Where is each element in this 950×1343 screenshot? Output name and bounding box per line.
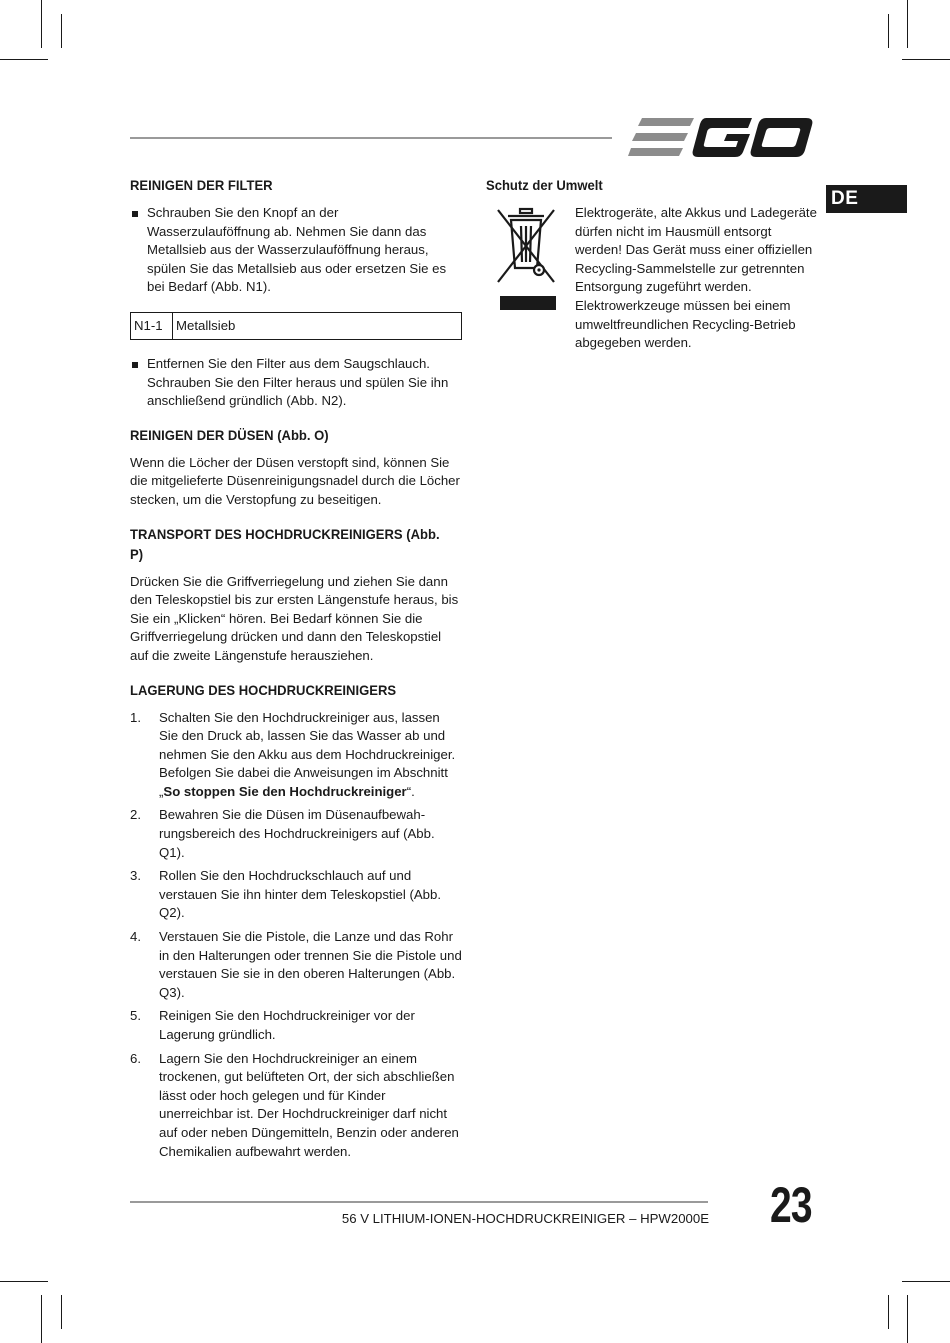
list-item: 3. Rollen Sie den Hochdruckschlauch auf und verstauen Sie ihn hinter dem Teleskopstiel (Abb. Q2). [130,868,441,921]
footer-rule [130,1201,708,1203]
crop-mark [902,1281,950,1282]
filter-heading: REINIGEN DER FILTER [130,178,273,193]
transport-heading: TRANSPORT DES HOCHDRUCKREINIGERS (Abb. P) [130,526,440,562]
environment-heading: Schutz der Umwelt [486,178,603,193]
crop-mark [0,59,48,60]
ego-logo [628,116,814,160]
bullet-square-icon [132,362,138,368]
page-number: 23 [770,1177,812,1233]
storage-section [130,681,462,1162]
footer-product-title: 56 V LITHIUM-IONEN-HOCHDRUCKREINIGER – HPW2000E [341,1211,709,1226]
header-rule [130,137,612,139]
bin-underline-bar [500,296,556,310]
crop-mark [41,1295,42,1343]
storage-heading: LAGERUNG DES HOCHDRUCKREINIGERS [130,682,397,698]
crop-mark [61,1295,62,1329]
bullet-square-icon [132,211,138,217]
crop-mark [907,0,908,48]
right-column [486,176,816,376]
list-item: 1. Schalten Sie den Hochdruckreiniger aus, lassen Sie den Druck ab, lassen Sie das Wasser ab und nehmen Sie den Akku aus dem Hochdruckreiniger. Befolgen Sie dabei die Anweisungen im Abschnitt „So stoppen Sie den Hochdruckreiniger“. [130,709,456,799]
list-item: 2. Bewahren Sie die Düsen im Düsenaufbewah-rungsbereich des Hochdruckreinigers auf (Abb. Q1). [130,807,435,860]
transport-text: Drücken Sie die Griffverriegelung und ziehen Sie dann den Teleskopstiel bis zur ersten Längenstufe heraus, bis Sie ein „Klicken“ hören. Bei Bedarf können Sie die Griffverriegelung drücken und dann den Teleskopstiel auf die zweite Längenstufe herausziehen. [130,573,459,663]
crop-mark [0,1281,48,1282]
nozzles-section [130,426,462,510]
crop-mark [907,1295,908,1343]
filter-bullet-2-text: Entfernen Sie den Filter aus dem Saugschlauch. Schrauben Sie den Filter heraus und spülen Sie ihn anschließend gründlich (Abb. N2). [147,355,449,409]
list-item: 4. Verstauen Sie die Pistole, die Lanze und das Rohr in den Halterungen oder trennen Sie die Pistole und verstauen Sie sie in den oberen Halterungen (Abb. Q3). [130,929,462,1000]
crop-mark [888,14,889,48]
legend-table [130,312,462,340]
crop-mark [61,14,62,48]
filter-bullet-1-text: Schrauben Sie den Knopf an der Wasserzulauföffnung ab. Nehmen Sie dann das Metallsieb aus der Wasserzulauföffnung heraus, spülen Sie das Metallsieb aus oder ersetzen Sie es bei Bedarf (Abb. N1). [147,205,447,295]
language-tab: DE [826,185,907,213]
storage-list [130,709,462,1162]
list-item: 5. Reinigen Sie den Hochdruckreiniger vor der Lagerung gründlich. [130,1008,415,1042]
crop-mark [902,59,950,60]
nozzles-heading: REINIGEN DER DÜSEN (Abb. O) [130,427,329,443]
nozzles-text: Wenn die Löcher der Düsen verstopft sind, können Sie die mitgelieferte Düsenreinigungsnadel durch die Löcher stecken, um die Verstopfung zu beseitigen. [130,454,460,507]
crop-mark [41,0,42,48]
environment-text: Elektrogeräte, alte Akkus und Ladegeräte dürfen nicht im Hausmüll entsorgt werden! Das Gerät muss einer offiziellen Recycling-Sammelstelle zur getrennten Entsorgung zugeführt werden. Elektrowerkzeuge müssen bei einem umweltfreundlichen Recycling-Betrieb abgegeben werden. [575,205,817,351]
legend-code: N1-1 [131,313,173,339]
crossed-out-bin-icon [494,206,558,286]
left-column [130,176,462,1166]
crop-mark [888,1295,889,1329]
filter-bullet-1 [130,204,462,297]
filter-bullet-2 [130,355,462,411]
transport-section [130,525,462,666]
list-item: 6. Lagern Sie den Hochdruckreiniger an einem trockenen, gut belüfteten Ort, der sich abschließen lässt oder hoch gelegen und für Kinder unerreichbar ist. Der Hochdruckreiniger darf nicht auf oder neben Düngemitteln, Benzin oder anderen Chemikalien aufbewahrt werden. [130,1050,459,1159]
legend-label: Metallsieb [176,317,236,333]
